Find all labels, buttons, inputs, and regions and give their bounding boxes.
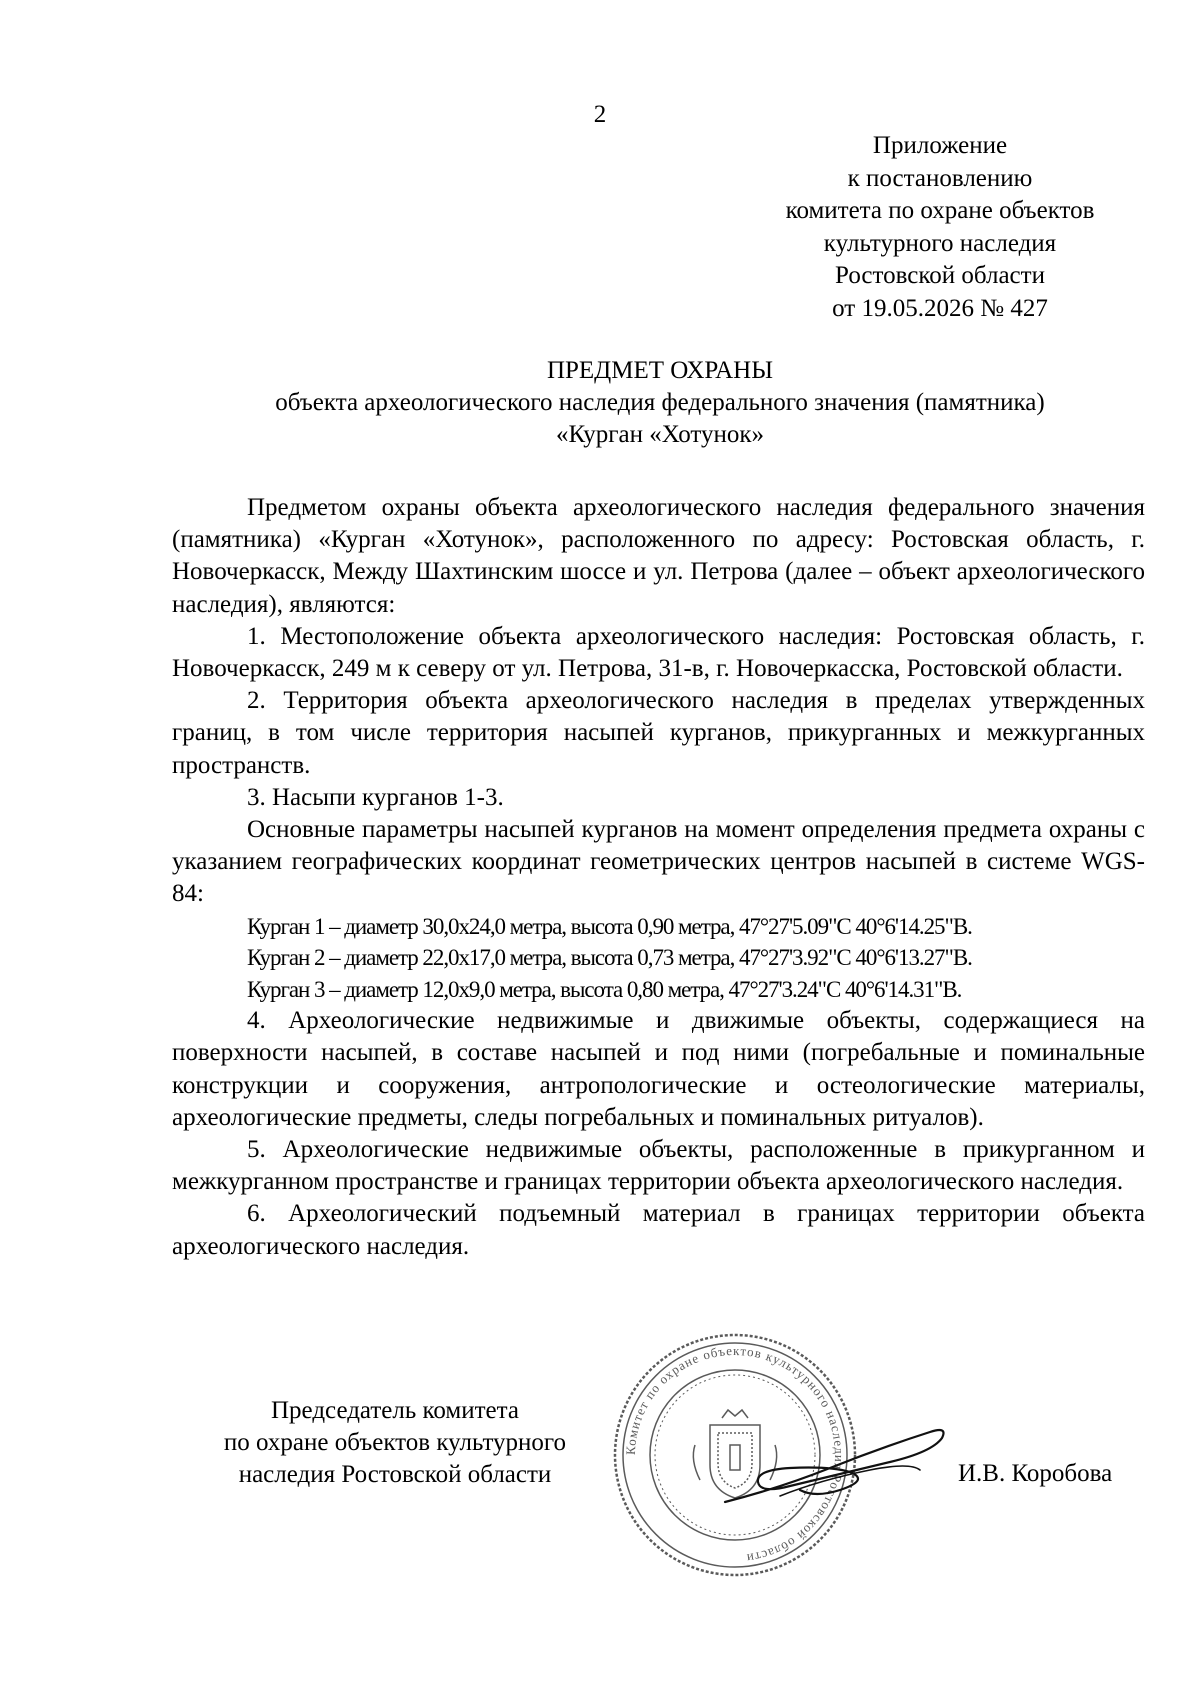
item-4-objects: 4. Археологические недвижимые и движимые объекты, содержащиеся на поверхности насыпей, в составе насыпей и под ними (погребальные и поминальные конструкции и сооружения, антропологические и остеологические материалы, археологические предметы, следы погребальных и поминальных ритуалов). [172, 1007, 1145, 1131]
document-body [172, 492, 1145, 1263]
title-subtitle: объекта археологического наследия федерального значения (памятника) [275, 389, 1045, 416]
appendix-line: комитета по охране объектов [785, 197, 1095, 224]
kurgan-2-parameters: Курган 2 – диаметр 22,0x17,0 метра, высота 0,73 метра, 47°27'3.92"С 40°6'13.27"В. [247, 945, 972, 971]
position-line: Председатель комитета [271, 1397, 519, 1424]
appendix-header [745, 130, 1135, 325]
position-line: наследия Ростовской области [238, 1461, 552, 1488]
seal-ring-text: Комитет по охране объектов культурного наследия Ростовской области [622, 1342, 848, 1567]
position-line: по охране объектов культурного [223, 1429, 567, 1456]
kurgan-1-parameters: Курган 1 – диаметр 30,0x24,0 метра, высота 0,90 метра, 47°27'5.09"С 40°6'14.25"В. [247, 913, 972, 939]
appendix-line: к постановлению [847, 164, 1033, 192]
intro-paragraph: Предметом охраны объекта археологического наследия федерального значения (памятника) «Курган «Хотунок», расположенного по адресу: Ростовская область, г. Новочеркасск, Между Шахтинским шоссе и ул. Петрова (далее – объект археологического наследия), являются: [172, 494, 1145, 618]
parameters-intro: Основные параметры насыпей курганов на момент определения предмета охраны с указанием географических координат геометрических центров насыпей в системе WGS-84: [172, 816, 1145, 908]
handwritten-signature [720, 1410, 950, 1520]
appendix-line: Ростовской области [835, 262, 1045, 289]
title-heading: ПРЕДМЕТ ОХРАНЫ [546, 357, 774, 384]
appendix-date-number: от 19.05.2026 № 427 [832, 294, 1048, 322]
item-1-location: 1. Местоположение объекта археологического наследия: Ростовская область, г. Новочеркасск, 249 м к северу от ул. Петрова, 31-в, г. Новочеркасска, Ростовской области. [172, 622, 1145, 683]
item-6-material: 6. Археологический подъемный материал в границах территории объекта археологического наследия. [172, 1200, 1145, 1260]
signer-name: И.В. Коробова [958, 1460, 1113, 1487]
kurgan-3-parameters: Курган 3 – диаметр 12,0x9,0 метра, высота 0,80 метра, 47°27'3.24"С 40°6'14.31"В. [247, 976, 962, 1002]
item-5-objects: 5. Археологические недвижимые объекты, расположенные в прикурганном и межкурганном пространстве и границах территории объекта археологического наследия. [172, 1135, 1145, 1196]
appendix-line: культурного наследия [823, 229, 1057, 257]
title-object-name: «Курган «Хотунок» [555, 421, 765, 448]
signatory-position [180, 1395, 610, 1491]
page-number: 2 [593, 101, 607, 128]
appendix-line: Приложение [872, 132, 1008, 159]
item-2-territory: 2. Территория объекта археологического наследия в пределах утвержденных границ, в том числе территория насыпей курганов, прикурганных и межкурганных пространств. [172, 687, 1145, 779]
item-3-mounds: 3. Насыпи курганов 1-3. [247, 783, 504, 811]
document-title [160, 355, 1160, 451]
